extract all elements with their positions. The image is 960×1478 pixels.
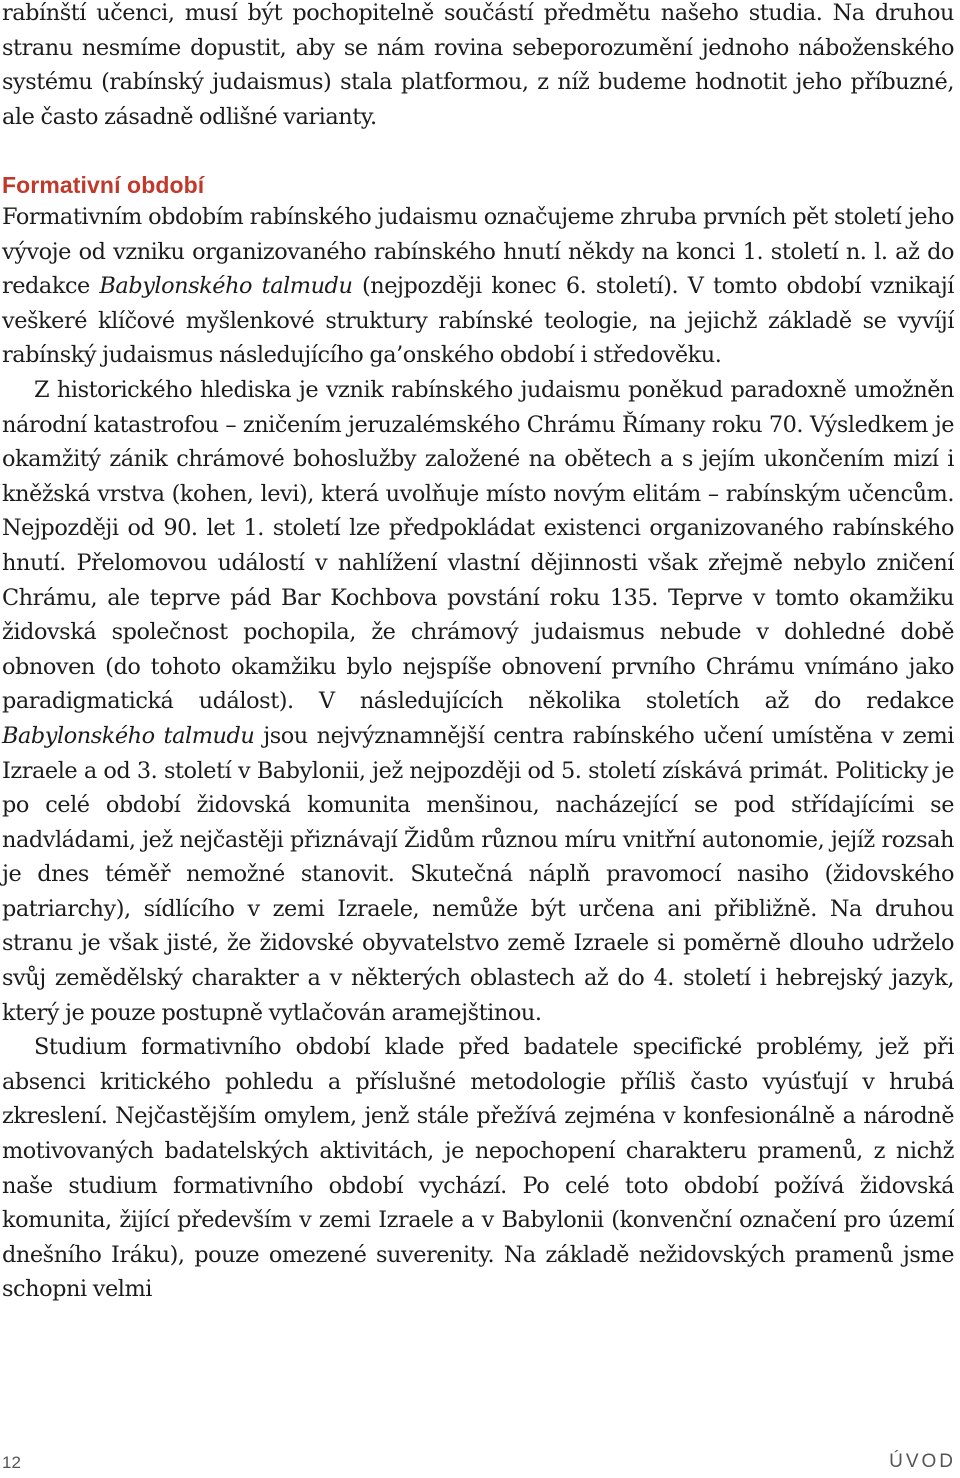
- running-head: ÚVOD: [889, 1451, 956, 1472]
- paragraph-2: [2, 373, 954, 1030]
- paragraph-2-text-b: jsou nejvýznamnější centra rabínského učení umístěna v zemi Izraele a od 3. století v Babylonii, jež nejpozději od 5. století získává primát. Politicky je po celé období židovská komunita menšinou, nacházející se pod střídajícími se nadvládami, jež nejčastěji přiznávají Židům různou míru vnitřní autonomie, jejíž rozsah je dnes téměř nemožné stanovit. Skutečná náplň pravomocí nasiho (židovského patriarchy), sídlícího v zemi Izraele, nemůže být určena ani přibližně. Na druhou stranu je však jisté, že židovské obyvatelstvo země Izraele si poměrně dlouho udrželo svůj zemědělský charakter a v některých oblastech až do 4. století i hebrejský jazyk, který je pouze postupně vytlačován aramejštinou.: [2, 722, 954, 1026]
- paragraph-2-title-italic: Babylonského talmudu: [2, 722, 255, 749]
- paragraph-2-text-a: Z historického hlediska je vznik rabínského judaismu poněkud paradoxně umožněn národní katastrofou – zničením jeruzalémského Chrámu Římany roku 70. Výsledkem je okamžitý zánik chrámové bohoslužby založené na obětech a s jejím ukončením mizí i kněžská vrstva (kohen, levi), která uvolňuje místo novým elitám – rabínským učencům. Nejpozději od 90. let 1. století lze předpokládat existenci organizovaného rabínského hnutí. Přelomovou událostí v nahlížení vlastní dějinnosti však zřejmě nebylo zničení Chrámu, ale teprve pád Bar Kochbova povstání roku 135. Teprve v tomto okamžiku židovská společnost pochopila, že chrámový judaismus nebude v dohledné době obnoven (do tohoto okamžiku bylo nejspíše obnovení prvního Chrámu vnímáno jako paradigmatická událost). V následujících několika stoletích až do redakce: [2, 376, 954, 715]
- intro-text: [2, 0, 954, 134]
- paragraph-1-title-italic: Babylonského talmudu: [99, 273, 353, 300]
- section-heading: Formativní období: [2, 172, 205, 198]
- paragraph-3: Studium formativního období klade před badatele specifické problémy, jež při absenci kritického pohledu a příslušné metodologie příliš často vyúsťují v hrubá zkreslení. Nejčastějším omylem, jenž stále přežívá zejména v konfesionálně a národně motivovaných badatelských aktivitách, je nepochopení charakteru pramenů, z nichž naše studium formativního období vychází. Po celé toto období požívá židovská komunita, žijící především v zemi Izraele a v Babylonii (konvenční označení pro území dnešního Iráku), pouze omezené suverenity. Na základě nežidovských pramenů jsme schopni velmi: [2, 1034, 954, 1303]
- intro-paragraph: rabínští učenci, musí být pochopitelně součástí předmětu našeho studia. Na druhou stranu nesmíme dopustit, aby se nám rovina sebeporozumění jednoho náboženského systému (rabínský judaismus) stala platformou, z níž budeme hodnotit jeho příbuzné, ale často zásadně odlišné varianty.: [2, 0, 954, 130]
- section-body: [2, 200, 954, 1307]
- paragraph-1: [2, 200, 954, 373]
- paragraph-1-text-a: Formativním obdobím rabínského judaismu označujeme zhruba prvních pět století jeho vývoje od vzniku organizovaného rabínského hnutí někdy na konci 1. století n. l. až do redakce: [2, 204, 954, 300]
- paragraph-1-text-b: (nejpozději konec 6. století). V tomto období vznikají veškeré klíčové myšlenkové struktury rabínské teologie, na jejichž základě se vyvíjí rabínský judaismus následujícího ga’onského období i středověku.: [2, 273, 954, 369]
- page-number: 12: [2, 1453, 21, 1472]
